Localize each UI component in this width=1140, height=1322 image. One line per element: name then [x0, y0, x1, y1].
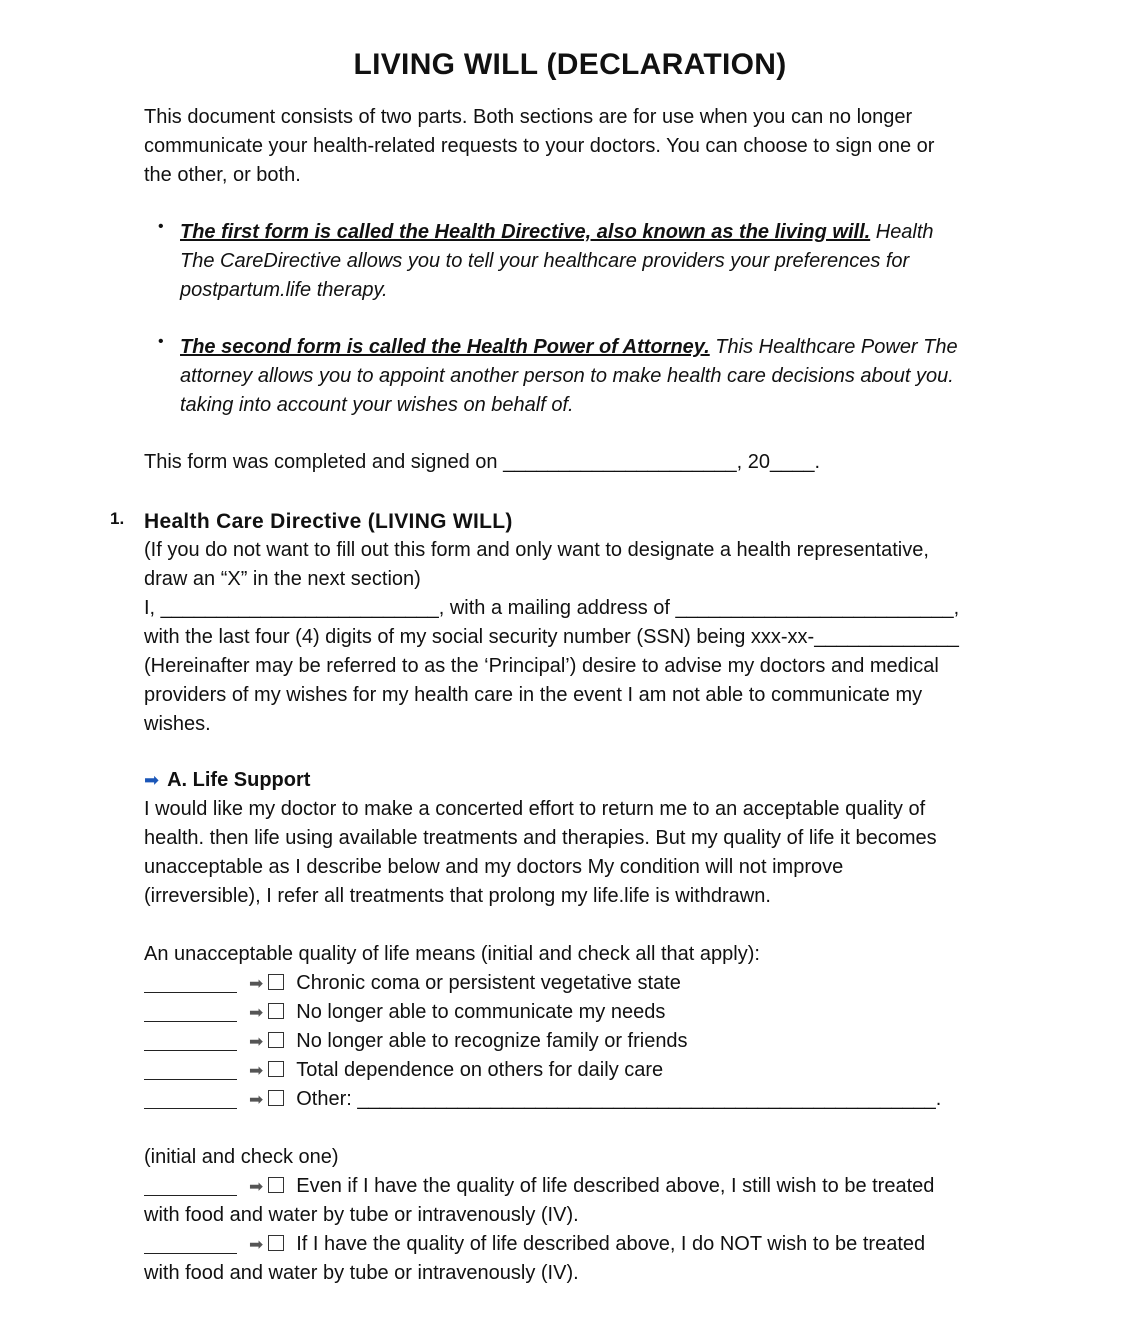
checklist-label: No longer able to recognize family or friends — [296, 1030, 688, 1052]
section-1 — [110, 507, 1044, 739]
bullet-line: attorney allows you to appoint another person to make health care decisions about you. — [180, 365, 954, 387]
arrow-right-icon: ➡ — [249, 1090, 264, 1109]
initial-blank[interactable] — [144, 1059, 237, 1080]
checklist-item[interactable] — [144, 998, 1044, 1027]
initial-blank[interactable] — [144, 1233, 237, 1254]
section-a-line: (irreversible), I refer all treatments that prolong my life.life is withdrawn. — [144, 885, 771, 907]
bullet-icon: • — [158, 218, 164, 235]
arrow-right-icon: ➡ — [144, 770, 160, 790]
checkbox[interactable] — [268, 1090, 284, 1106]
intro-line: This document consists of two parts. Both sections are for use when you can no longer — [144, 106, 913, 128]
section-a — [144, 766, 1044, 1288]
section-1-heading: Health Care Directive (LIVING WILL) — [144, 510, 513, 533]
checkbox[interactable] — [268, 1061, 284, 1077]
arrow-right-icon: ➡ — [249, 1061, 264, 1080]
bullet-icon: • — [158, 333, 164, 350]
checkbox[interactable] — [268, 1032, 284, 1048]
initial-blank[interactable] — [144, 1001, 237, 1022]
checkbox[interactable] — [268, 1235, 284, 1251]
intro-line: the other, or both. — [144, 164, 301, 186]
checklist-intro: An unacceptable quality of life means (initial and check all that apply): — [144, 943, 760, 965]
checkbox[interactable] — [268, 1177, 284, 1193]
initial-blank[interactable] — [144, 1088, 237, 1109]
arrow-right-icon: ➡ — [249, 1177, 264, 1196]
choose-intro: (initial and check one) — [144, 1146, 339, 1168]
signed-date-line[interactable]: This form was completed and signed on _____________________, 20____. — [144, 451, 821, 473]
bullet-bold-text: The second form is called the Health Power of Attorney. — [180, 336, 710, 358]
name-address-fields[interactable]: I, _________________________, with a mailing address of _________________________, — [144, 597, 960, 619]
checkbox[interactable] — [268, 1003, 284, 1019]
checklist-item[interactable] — [144, 969, 1044, 998]
checkbox[interactable] — [268, 974, 284, 990]
checklist-item[interactable] — [144, 1085, 1044, 1114]
bullet-bold-text: The first form is called the Health Directive, also known as the living will. — [180, 221, 871, 243]
section-1-line: providers of my wishes for my health care in the event I am not able to communicate my — [144, 684, 923, 706]
choice-label: If I have the quality of life described above, I do NOT wish to be treated — [296, 1233, 926, 1255]
checklist-label: Total dependence on others for daily care — [296, 1059, 664, 1081]
initial-blank[interactable] — [144, 1030, 237, 1051]
bullet-text: This Healthcare Power The — [709, 336, 958, 358]
arrow-right-icon: ➡ — [249, 1235, 264, 1254]
initial-blank[interactable] — [144, 972, 237, 993]
choice-item[interactable] — [144, 1172, 1044, 1201]
initial-blank[interactable] — [144, 1175, 237, 1196]
section-1-line: (Hereinafter may be referred to as the ‘Principal’) desire to advise my doctors and medical — [144, 655, 939, 677]
bullet-line: taking into account your wishes on behalf of. — [180, 394, 574, 416]
section-1-line: draw an “X” in the next section) — [144, 568, 421, 590]
checklist-label: Other: ____________________________________________________. — [296, 1088, 942, 1110]
choice-label: Even if I have the quality of life described above, I still wish to be treated — [296, 1175, 935, 1197]
intro-line: communicate your health-related requests to your doctors. You can choose to sign one or — [144, 135, 935, 157]
document-title: LIVING WILL (DECLARATION) — [353, 48, 787, 81]
bullet-text: Health — [870, 221, 934, 243]
checklist-label: Chronic coma or persistent vegetative state — [296, 972, 681, 994]
checklist-item[interactable] — [144, 1027, 1044, 1056]
bullet-item-first-form — [158, 218, 1040, 305]
bullet-item-second-form — [158, 333, 1040, 420]
checklist-label: No longer able to communicate my needs — [296, 1001, 666, 1023]
section-a-line: unacceptable as I describe below and my doctors My condition will not improve — [144, 856, 844, 878]
bullet-line: postpartum.life therapy. — [180, 279, 388, 301]
intro-paragraph — [144, 103, 1044, 190]
section-a-heading: A. Life Support — [167, 769, 311, 791]
section-number: 1. — [110, 509, 125, 528]
choice-label-continued: with food and water by tube or intravenously (IV). — [144, 1204, 579, 1226]
arrow-right-icon: ➡ — [249, 1032, 264, 1051]
choice-label-continued: with food and water by tube or intravenously (IV). — [144, 1262, 579, 1284]
section-1-line: wishes. — [144, 713, 211, 735]
choice-item[interactable] — [144, 1230, 1044, 1259]
bullet-line: The CareDirective allows you to tell your healthcare providers your preferences for — [180, 250, 910, 272]
arrow-right-icon: ➡ — [249, 974, 264, 993]
arrow-right-icon: ➡ — [249, 1003, 264, 1022]
ssn-field[interactable]: with the last four (4) digits of my social security number (SSN) being xxx-xx-_____________ — [144, 626, 959, 648]
section-a-line: I would like my doctor to make a concerted effort to return me to an acceptable quality of — [144, 798, 926, 820]
checklist-item[interactable] — [144, 1056, 1044, 1085]
section-1-line: (If you do not want to fill out this form and only want to designate a health representative, — [144, 539, 929, 561]
section-a-line: health. then life using available treatments and therapies. But my quality of life it becomes — [144, 827, 937, 849]
